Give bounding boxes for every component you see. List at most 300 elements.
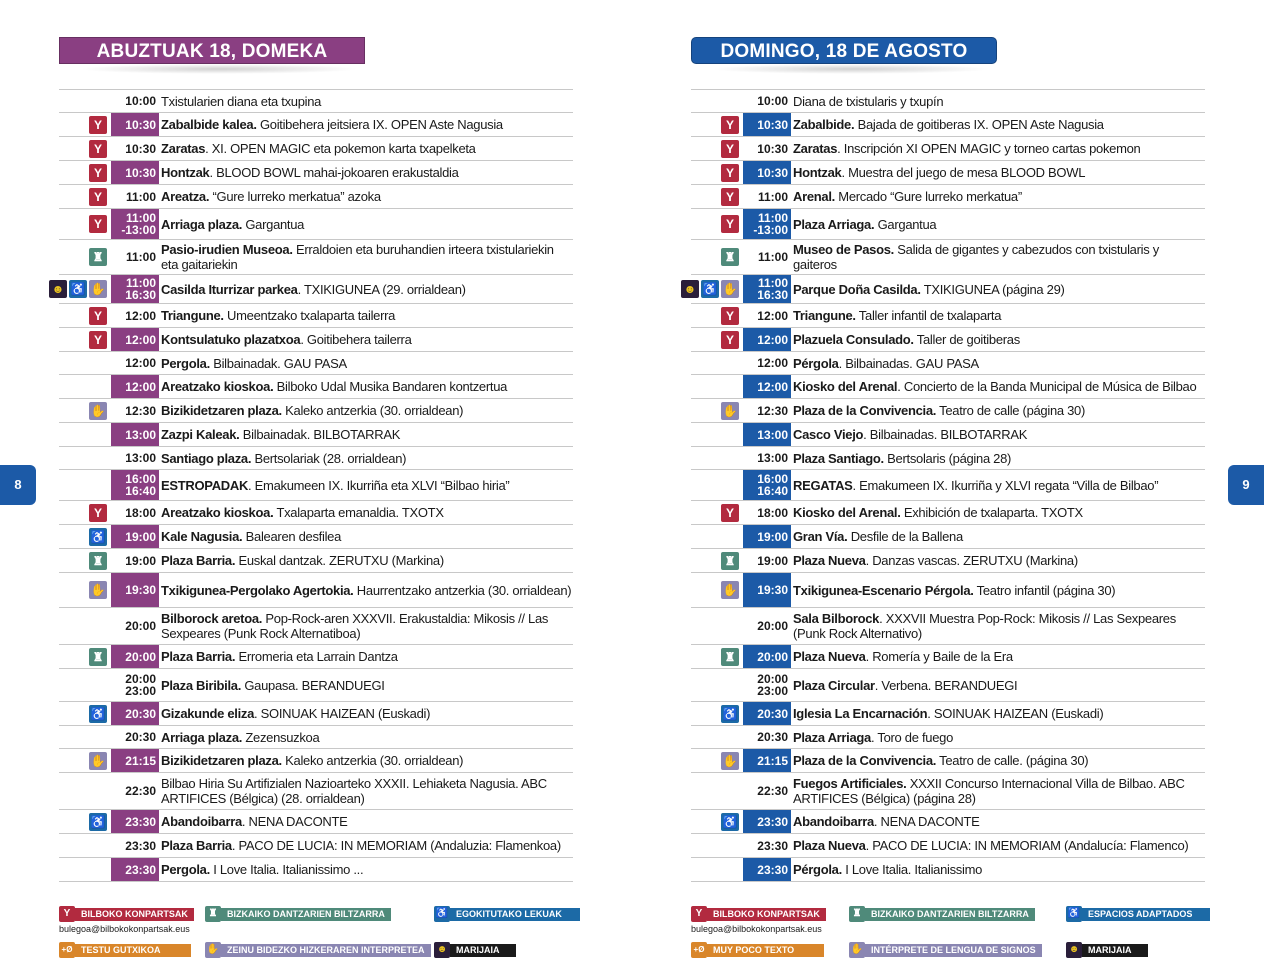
event-place: Zaratas: [161, 141, 206, 156]
time-value: 11:00: [757, 211, 788, 225]
event-detail: Diana de txistularis y txupín: [793, 93, 944, 109]
easy-read-icon: +Ø: [59, 942, 75, 958]
event-place: Abandoibarra: [161, 814, 242, 829]
event-text-line: [793, 332, 1205, 347]
event-place: Bilborock aretoa.: [161, 611, 263, 626]
time-value: 23:30: [125, 814, 156, 829]
event-place: Zabalbide kalea.: [161, 117, 257, 132]
row-icons: [59, 113, 111, 136]
event-detail: Goitibehera jeitsiera IX. OPEN Aste Nagusia: [256, 117, 503, 132]
time-value: 18:00: [125, 505, 156, 520]
schedule-row: [59, 304, 573, 328]
event-detail: . XXXVII Muestra Pop-Rock: Mikosis // Las Sexpeares (Punk Rock Alternativo): [793, 611, 1176, 641]
event-detail: Erromeria eta Larrain Dantza: [235, 649, 398, 664]
event-text-line: [161, 776, 573, 806]
event-time: [111, 858, 159, 881]
row-icons: [59, 573, 111, 607]
event-place: Bizikidetzaren plaza.: [161, 753, 282, 768]
schedule-list: [51, 89, 573, 882]
event-description: [791, 399, 1205, 422]
konpartsak-icon: Y: [89, 140, 107, 158]
event-description: [159, 275, 573, 303]
event-time: [111, 185, 159, 208]
event-time: [743, 240, 791, 274]
event-place: Hontzak: [161, 165, 210, 180]
event-place: Gran Vía.: [793, 529, 848, 544]
row-icons: [59, 702, 111, 725]
schedule-row: [691, 501, 1205, 525]
event-description: [159, 645, 573, 668]
time-value: 12:00: [125, 308, 156, 323]
event-time: [743, 137, 791, 160]
legend-label: MARIJAIA: [450, 944, 516, 957]
schedule-row: [59, 113, 573, 137]
event-time: [111, 501, 159, 524]
schedule-row: [691, 423, 1205, 447]
event-place: Txikigunea-Escenario Pérgola.: [793, 582, 974, 598]
event-description: [791, 304, 1205, 327]
event-place: Zazpi Kaleak.: [161, 427, 240, 442]
event-description: [791, 275, 1205, 303]
event-description: [159, 470, 573, 500]
event-description: [791, 645, 1205, 668]
event-text-line: [793, 753, 1205, 768]
time-value: 10:30: [757, 117, 788, 132]
event-detail: Bilbainadak. GAU PASA: [209, 355, 347, 371]
time-value: -13:00: [753, 223, 788, 237]
event-place: Plaza Nueva: [793, 838, 866, 853]
dantza-icon: ♜: [89, 552, 107, 570]
schedule-row: [59, 328, 573, 352]
marijaia-icon: ☻: [681, 280, 699, 298]
schedule-row: [59, 810, 573, 834]
time-value: 13:00: [125, 451, 156, 465]
konpartsak-icon: Y: [89, 116, 107, 134]
konpartsak-icon: Y: [721, 140, 739, 158]
row-icons: [691, 749, 743, 772]
time-value: 20:30: [125, 706, 156, 721]
event-description: [791, 375, 1205, 398]
legend-label: ESPACIOS ADAPTADOS: [1082, 908, 1210, 921]
row-icons: [691, 137, 743, 160]
event-text-line: [161, 165, 573, 180]
event-description: [159, 525, 573, 548]
event-time: [111, 137, 159, 160]
row-icons: [691, 501, 743, 524]
event-time: [743, 90, 791, 112]
time-value: 16:00: [125, 472, 156, 486]
time-value: 10:00: [125, 94, 156, 108]
event-time: [111, 447, 159, 469]
konpartsak-icon: Y: [721, 116, 739, 134]
time-value: 10:30: [125, 165, 156, 180]
event-detail: Balearen desfilea: [242, 529, 342, 544]
schedule-row: [691, 773, 1205, 810]
event-detail: . Concierto de la Banda Municipal de Música de Bilbao: [897, 379, 1197, 394]
event-time: [111, 352, 159, 374]
legend-marijaia: [1066, 942, 1148, 958]
row-icons: [59, 549, 111, 572]
event-description: [159, 858, 573, 881]
event-time: [111, 90, 159, 112]
event-place: Zaratas: [793, 141, 838, 156]
row-icons: [691, 304, 743, 327]
schedule-row: [691, 137, 1205, 161]
event-time: [743, 702, 791, 725]
row-icons: [59, 304, 111, 327]
event-text-line: [161, 814, 573, 829]
event-text-line: [161, 379, 573, 394]
event-description: [159, 549, 573, 572]
time-value: 11:00: [757, 250, 788, 264]
event-description: [159, 161, 573, 184]
sign-language-icon: ✋: [722, 403, 738, 418]
schedule-row: [691, 669, 1205, 702]
event-text-line: [793, 242, 1205, 272]
event-time: [111, 573, 159, 607]
legend-label: BILBOKO KONPARTSAK: [75, 908, 194, 921]
event-text-line: [161, 753, 573, 768]
event-text-line: [793, 505, 1205, 520]
schedule-row: [691, 645, 1205, 669]
event-place: Parque Doña Casilda.: [793, 281, 921, 297]
event-description: [159, 328, 573, 351]
row-icons: [691, 161, 743, 184]
konpartsak-icon: Y: [721, 188, 739, 206]
row-icons: [691, 645, 743, 668]
event-place: Iglesia La Encarnación: [793, 706, 928, 721]
event-text-line: [793, 141, 1205, 156]
event-place: Plaza Circular: [793, 677, 875, 693]
event-text-line: [793, 282, 1205, 297]
event-text-line: [161, 217, 573, 232]
event-place: Areatzako kioskoa.: [161, 379, 274, 394]
time-value: 20:30: [757, 730, 788, 744]
event-time: [111, 749, 159, 772]
event-time: [743, 113, 791, 136]
schedule-row: [59, 608, 573, 645]
schedule-row: [59, 399, 573, 423]
event-time: [743, 161, 791, 184]
event-detail: Haurrentzako antzerkia (30. orrialdean): [353, 582, 572, 598]
time-value: 20:00: [757, 649, 788, 664]
event-detail: I Love Italia. Italianissimo: [841, 862, 983, 877]
event-detail: Bilbainadak. BILBOTARRAK: [239, 427, 401, 442]
event-time: [743, 423, 791, 446]
event-text-line: [161, 117, 573, 132]
event-text-line: [793, 308, 1205, 323]
event-detail: Euskal dantzak. ZERUTXU (Markina): [235, 553, 444, 568]
page-number: 9: [1242, 477, 1250, 492]
event-description: [159, 304, 573, 327]
event-description: [791, 328, 1205, 351]
event-time: [111, 328, 159, 351]
event-detail: Txalaparta emanaldia. TXOTX: [273, 505, 444, 520]
schedule-row: [59, 669, 573, 702]
row-icons: [691, 90, 743, 112]
time-value: 23:00: [757, 684, 788, 698]
event-time: [111, 608, 159, 644]
event-time: [111, 375, 159, 398]
event-detail: . Danzas vascas. ZERUTXU (Markina): [865, 553, 1078, 568]
event-description: [159, 810, 573, 833]
schedule-row: [691, 858, 1205, 882]
event-time: [743, 645, 791, 668]
schedule-row: [51, 275, 573, 304]
schedule-row: [59, 726, 573, 749]
event-detail: Pop-Rock-aren XXXVII. Erakustaldia: Mikosis // Las Sexpeares (Punk Rock Alternatiboa): [161, 611, 549, 641]
event-place: Gizakunde eliza: [161, 706, 255, 721]
time-value: 18:00: [757, 505, 788, 520]
row-icons: [59, 209, 111, 239]
konpartsak-icon: Y: [89, 307, 107, 325]
event-time: [111, 773, 159, 809]
schedule-row: [59, 185, 573, 209]
event-text-line: [793, 862, 1205, 877]
event-place: Pergola.: [161, 355, 210, 371]
schedule-row: [59, 470, 573, 501]
event-detail: . PACO DE LUCIA: IN MEMORIAM (Andalucía: Flamenco): [865, 838, 1189, 853]
schedule-row: [691, 702, 1205, 726]
row-icons: [691, 549, 743, 572]
event-detail: . Verbena. BERANDUEGI: [874, 677, 1018, 693]
event-place: Triangune.: [161, 308, 224, 323]
row-icons: [691, 669, 743, 701]
event-time: [111, 399, 159, 422]
row-icons: [691, 240, 743, 274]
time-value: 16:30: [125, 288, 156, 302]
dantza-icon: ♜: [849, 906, 865, 922]
event-time: [743, 209, 791, 239]
event-text-line: [793, 379, 1205, 394]
legend-marijaia: [434, 942, 516, 958]
schedule-row: [691, 113, 1205, 137]
time-value: 10:30: [757, 141, 788, 156]
sign-language-icon: ✋: [722, 282, 738, 296]
legend-dantza: [849, 906, 1035, 922]
schedule-row: [59, 773, 573, 810]
time-value: 23:30: [125, 838, 156, 853]
event-time: [743, 185, 791, 208]
row-icons: [691, 375, 743, 398]
sign-language-icon: ✋: [722, 753, 738, 768]
event-detail: Salida de gigantes y cabezudos con txistularis y gaiteros: [793, 242, 1159, 272]
event-text-line: [161, 189, 573, 204]
time-value: 21:15: [757, 753, 788, 768]
event-time: [111, 525, 159, 548]
time-value: 21:15: [125, 753, 156, 768]
event-detail: . Emakumeen IX. Ikurriña eta XLVI “Bilbao hiria”: [248, 477, 510, 493]
event-place: Txikigunea-Pergolako Agertokia.: [161, 582, 354, 598]
event-place: Plazuela Consulado.: [793, 332, 914, 347]
legend-zeinu: [205, 942, 431, 958]
event-time: [111, 645, 159, 668]
legend-label: EGOKITUTAKO LEKUAK: [450, 908, 580, 921]
row-icons: [59, 858, 111, 881]
row-icons: [691, 113, 743, 136]
legend-label: MUY POCO TEXTO: [707, 944, 824, 957]
event-text-line: [161, 427, 573, 442]
legend-label: BIZKAIKO DANTZARIEN BILTZARRA: [865, 908, 1035, 921]
event-detail: . PACO DE LUCIA: IN MEMORIAM (Andaluzia: Flamenkoa): [231, 838, 561, 853]
sign-language-icon: ✋: [90, 403, 106, 418]
konpartsak-icon: Y: [721, 215, 739, 233]
row-icons: [59, 90, 111, 112]
event-time: [111, 834, 159, 857]
event-detail: Bilbao Hiria Su Artifizialen Nazioarteko XXXII. Lehiaketa Nagusia. ABC ARTIFICES (Bélgica) (28. orrialdean): [161, 776, 547, 806]
accessible-icon: ♿: [70, 282, 86, 296]
row-icons: [59, 810, 111, 833]
time-value: 10:30: [125, 117, 156, 132]
legend: [691, 906, 1211, 966]
row-icons: [59, 375, 111, 398]
sign-language-icon: ✋: [90, 753, 106, 768]
event-description: [159, 375, 573, 398]
event-place: Casilda Iturrizar parkea: [161, 281, 298, 297]
event-time: [743, 304, 791, 327]
schedule-row: [691, 749, 1205, 773]
sign-language-icon: ✋: [205, 942, 221, 958]
accessible-icon: ♿: [1066, 906, 1082, 922]
dantza-icon: ♜: [721, 248, 739, 266]
event-detail: Gargantua: [242, 216, 305, 232]
event-detail: . Emakumeen IX. Ikurriña y XLVI regata “Villa de Bilbao”: [852, 477, 1159, 493]
time-value: 22:30: [125, 784, 156, 798]
sign-language-icon: ✋: [90, 583, 106, 597]
konpartsak-icon: Y: [89, 504, 107, 522]
schedule-row: [691, 399, 1205, 423]
event-place: Plaza Santiago.: [793, 450, 884, 466]
event-time: [111, 161, 159, 184]
konpartsak-icon: Y: [89, 215, 107, 233]
row-icons: [59, 185, 111, 208]
event-detail: . Bilbainadas. GAU PASA: [838, 355, 979, 371]
konpartsak-icon: Y: [691, 906, 707, 922]
event-place: Areatza.: [161, 189, 210, 204]
event-description: [791, 749, 1205, 772]
event-place: Arriaga plaza.: [161, 729, 243, 745]
time-value: 12:30: [757, 403, 788, 418]
event-place: REGATAS: [793, 477, 853, 493]
row-icons: [59, 525, 111, 548]
event-text-line: [793, 94, 1205, 109]
event-time: [111, 810, 159, 833]
row-icons: [59, 423, 111, 446]
accessible-icon: ♿: [434, 906, 450, 922]
schedule-row: [59, 702, 573, 726]
time-value: 20:00: [125, 672, 156, 686]
legend-egokitu: [1066, 906, 1210, 922]
schedule-row: [691, 470, 1205, 501]
event-place: Plaza de la Convivencia.: [793, 753, 937, 768]
legend-label: BILBOKO KONPARTSAK: [707, 908, 826, 921]
event-time: [111, 470, 159, 500]
event-description: [159, 773, 573, 809]
event-place: Abandoibarra: [793, 814, 874, 829]
time-value: 16:40: [125, 484, 156, 498]
event-place: Museo de Pasos.: [793, 242, 894, 257]
event-time: [743, 328, 791, 351]
event-detail: Txistularien diana eta txupina: [161, 93, 322, 109]
schedule-row: [691, 447, 1205, 470]
event-place: ESTROPADAK: [161, 477, 249, 493]
row-icons: [691, 447, 743, 469]
time-value: 12:00: [757, 356, 788, 370]
time-value: 11:00: [757, 189, 788, 204]
event-place: Arenal.: [793, 189, 835, 204]
marijaia-icon: ☻: [434, 942, 450, 958]
schedule-row: [691, 352, 1205, 375]
event-detail: Teatro de calle (página 30): [936, 403, 1086, 418]
event-description: [791, 447, 1205, 469]
event-text-line: [793, 583, 1205, 598]
row-icons: [59, 161, 111, 184]
event-time: [111, 669, 159, 701]
schedule-row: [59, 90, 573, 113]
event-text-line: [161, 242, 573, 272]
event-time: [743, 399, 791, 422]
schedule-row: [691, 375, 1205, 399]
event-description: [159, 352, 573, 374]
dantza-icon: ♜: [205, 906, 221, 922]
row-icons: [691, 352, 743, 374]
row-icons: [59, 328, 111, 351]
event-place: Fuegos Artificiales.: [793, 776, 907, 791]
event-detail: I Love Italia. Italianissimo ...: [209, 862, 364, 877]
konpartsak-icon: Y: [721, 331, 739, 349]
konpartsak-icon: Y: [721, 504, 739, 522]
event-text-line: [793, 730, 1205, 745]
schedule-row: [691, 525, 1205, 549]
schedule-row: [691, 726, 1205, 749]
row-icons: [59, 773, 111, 809]
event-time: [743, 773, 791, 809]
event-text-line: [161, 282, 573, 297]
event-description: [791, 525, 1205, 548]
event-detail: . SOINUAK HAIZEAN (Euskadi): [927, 706, 1104, 721]
event-text-line: [793, 814, 1205, 829]
event-detail: . XI. OPEN MAGIC eta pokemon karta txapelketa: [205, 141, 476, 156]
time-value: 20:00: [757, 619, 788, 633]
row-icons: [691, 608, 743, 644]
event-text-line: [793, 706, 1205, 721]
event-description: [791, 113, 1205, 136]
time-value: 12:00: [125, 332, 156, 347]
schedule-row: [59, 137, 573, 161]
row-icons: [59, 834, 111, 857]
legend-dantza: [205, 906, 391, 922]
schedule-row: [691, 240, 1205, 275]
time-value: 23:30: [757, 838, 788, 853]
page-number: 8: [14, 477, 22, 492]
time-value: 16:30: [757, 288, 788, 302]
event-detail: Kaleko antzerkia (30. orrialdean): [281, 403, 464, 418]
legend-label: MARIJAIA: [1082, 944, 1148, 957]
legend-label: INTÉRPRETE DE LENGUA DE SIGNOS: [865, 944, 1042, 957]
konpartsak-icon: Y: [59, 906, 75, 922]
time-value: 11:00: [125, 250, 156, 264]
legend-label: ZEINU BIDEZKO HIZKERAREN INTERPRETEA: [221, 944, 431, 957]
contact-email: bulegoa@bilbokokonpartsak.eus: [59, 924, 190, 934]
row-icons: [59, 447, 111, 469]
legend-label: TESTU GUTXIKOA: [75, 944, 191, 957]
event-text-line: [161, 141, 573, 156]
event-text-line: [161, 332, 573, 347]
event-time: [111, 549, 159, 572]
time-value: 19:00: [125, 529, 156, 544]
schedule-row: [59, 352, 573, 375]
event-detail: Desfile de la Ballena: [847, 529, 963, 544]
